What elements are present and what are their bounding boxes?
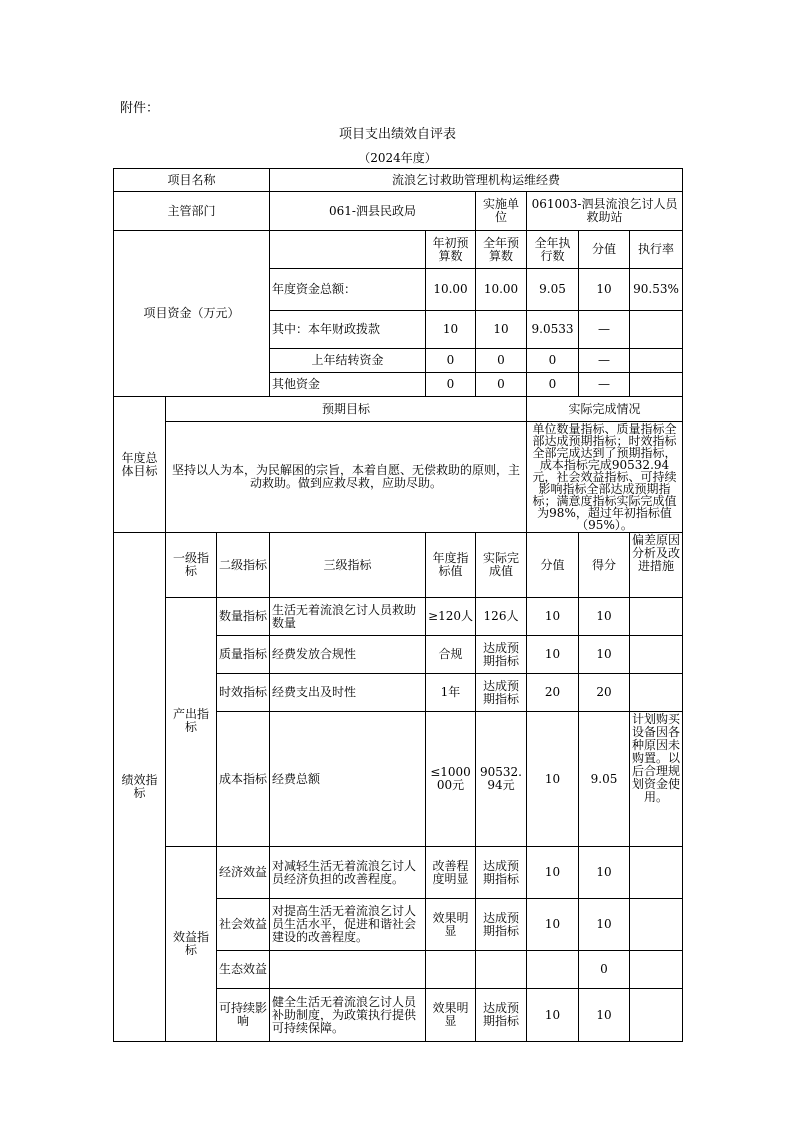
indicator-score: 10 xyxy=(579,847,630,899)
indicator-l3: 对提高生活无着流浪乞讨人员生活水平，促进和谐社会建设的改善程度。 xyxy=(270,899,426,951)
expected-goal-label: 预期目标 xyxy=(166,397,527,422)
indicator-note xyxy=(630,951,683,989)
indicator-note xyxy=(630,598,683,636)
indicator-l2: 生态效益 xyxy=(217,951,270,989)
funds-cell: 0 xyxy=(527,349,579,373)
indicator-l3: 健全生活无着流浪乞讨人员补助制度，为政策执行提供可持续保障。 xyxy=(270,989,426,1042)
funds-header-cell: 执行率 xyxy=(630,231,683,269)
funds-cell: 0 xyxy=(476,349,527,373)
funds-cell: — xyxy=(579,373,630,397)
indicator-score-max xyxy=(527,951,579,989)
indicator-target: 效果明显 xyxy=(426,899,476,951)
indicator-score: 0 xyxy=(579,951,630,989)
attachment-label: 附件： xyxy=(120,101,160,116)
page-title: 项目支出绩效自评表 xyxy=(338,127,456,142)
indicator-target xyxy=(426,951,476,989)
indicators-header-row xyxy=(114,533,683,598)
indicator-header-cell: 二级指标 xyxy=(217,533,270,598)
indicator-group-output: 产出指标 xyxy=(166,598,217,847)
indicator-l3: 经费支出及时性 xyxy=(270,674,426,712)
indicator-score-max: 10 xyxy=(527,636,579,674)
indicator-l2: 时效指标 xyxy=(217,674,270,712)
funds-cell: 90.53% xyxy=(630,269,683,311)
funds-row-name: 上年结转资金 xyxy=(270,349,426,373)
indicator-l2: 经济效益 xyxy=(217,847,270,899)
indicator-note xyxy=(630,899,683,951)
indicator-note xyxy=(630,847,683,899)
indicator-group-benefit: 效益指标 xyxy=(166,847,217,1042)
indicator-score-max: 10 xyxy=(527,899,579,951)
funds-cell: 0 xyxy=(527,373,579,397)
funds-cell: 9.0533 xyxy=(527,311,579,349)
actual-result-label: 实际完成情况 xyxy=(527,397,683,422)
indicator-row xyxy=(114,847,683,899)
indicator-actual: 126人 xyxy=(476,598,527,636)
indicator-header-cell: 偏差原因分析及改进措施 xyxy=(630,533,683,598)
indicator-actual: 达成预期指标 xyxy=(476,674,527,712)
goals-content-row xyxy=(114,422,683,533)
indicator-score: 10 xyxy=(579,899,630,951)
indicator-actual xyxy=(476,951,527,989)
indicator-row xyxy=(114,598,683,636)
indicator-header-cell: 三级指标 xyxy=(270,533,426,598)
indicator-l3: 经费总额 xyxy=(270,712,426,847)
indicator-header-cell: 分值 xyxy=(527,533,579,598)
indicator-target: 合规 xyxy=(426,636,476,674)
indicator-score: 20 xyxy=(579,674,630,712)
indicator-header-cell: 一级指标 xyxy=(166,533,217,598)
funds-cell: 10 xyxy=(579,269,630,311)
funds-cell xyxy=(630,373,683,397)
funds-cell: 10 xyxy=(476,311,527,349)
funds-cell: 10 xyxy=(426,311,476,349)
indicator-l2: 社会效益 xyxy=(217,899,270,951)
indicator-target: ≥120人 xyxy=(426,598,476,636)
indicator-l2: 可持续影响 xyxy=(217,989,270,1042)
funds-cell xyxy=(630,349,683,373)
indicator-l3: 对减轻生活无着流浪乞讨人员经济负担的改善程度。 xyxy=(270,847,426,899)
indicator-l3: 生活无着流浪乞讨人员救助数量 xyxy=(270,598,426,636)
indicator-actual: 达成预期指标 xyxy=(476,847,527,899)
indicator-actual: 达成预期指标 xyxy=(476,989,527,1042)
indicator-l2: 成本指标 xyxy=(217,712,270,847)
indicator-score-max: 10 xyxy=(527,989,579,1042)
indicator-header-cell: 实际完成值 xyxy=(476,533,527,598)
indicator-actual: 90532.94元 xyxy=(476,712,527,847)
funds-row-name: 其他资金 xyxy=(270,373,426,397)
funds-header-row xyxy=(114,231,683,269)
department-row xyxy=(114,192,683,231)
actual-result-text: 单位数量指标、质量指标全部达成预期指标；时效指标全部完成达到了预期指标，成本指标完成90532.94元，社会效益指标、可持续影响指标全部达成预期指标；满意度指标实际完成值为98%，超过年初指标值（95%）。 xyxy=(527,422,683,533)
self-evaluation-table xyxy=(113,168,683,1042)
indicator-score: 10 xyxy=(579,598,630,636)
indicator-l3 xyxy=(270,951,426,989)
funds-header-cell: 年初预算数 xyxy=(426,231,476,269)
indicator-score-max: 10 xyxy=(527,712,579,847)
indicator-note xyxy=(630,636,683,674)
indicator-score: 10 xyxy=(579,636,630,674)
indicators-label: 绩效指标 xyxy=(114,533,166,1042)
goals-header-row xyxy=(114,397,683,422)
indicator-score-max: 10 xyxy=(527,598,579,636)
funds-cell: 0 xyxy=(426,349,476,373)
funds-cell xyxy=(630,311,683,349)
indicator-actual: 达成预期指标 xyxy=(476,899,527,951)
indicator-header-cell: 得分 xyxy=(579,533,630,598)
indicator-score-max: 20 xyxy=(527,674,579,712)
funds-blank-header xyxy=(270,231,426,269)
funds-cell: 0 xyxy=(426,373,476,397)
funds-row-name: 其中：本年财政拨款 xyxy=(270,311,426,349)
dept-value: 061-泗县民政局 xyxy=(270,192,476,231)
indicator-target: ≤100000元 xyxy=(426,712,476,847)
year-subtitle: （2024年度） xyxy=(358,151,437,165)
funds-header-cell: 全年执行数 xyxy=(527,231,579,269)
impl-unit-label: 实施单位 xyxy=(476,192,527,231)
impl-unit-value: 061003-泗县流浪乞讨人员救助站 xyxy=(527,192,683,231)
funds-row-name: 年度资金总额： xyxy=(270,269,426,311)
indicator-note: 计划购买设备因各种原因未购置。以后合理规划资金使用。 xyxy=(630,712,683,847)
project-name-row xyxy=(114,169,683,192)
funds-cell: 10.00 xyxy=(476,269,527,311)
indicator-header-cell: 年度指标值 xyxy=(426,533,476,598)
funds-cell: — xyxy=(579,311,630,349)
indicator-actual: 达成预期指标 xyxy=(476,636,527,674)
funds-label: 项目资金（万元） xyxy=(114,231,270,397)
dept-label: 主管部门 xyxy=(114,192,270,231)
indicator-l2: 质量指标 xyxy=(217,636,270,674)
funds-cell: — xyxy=(579,349,630,373)
funds-cell: 10.00 xyxy=(426,269,476,311)
indicator-note xyxy=(630,989,683,1042)
funds-cell: 0 xyxy=(476,373,527,397)
indicator-score: 10 xyxy=(579,989,630,1042)
goals-label: 年度总体目标 xyxy=(114,397,166,533)
project-name-label: 项目名称 xyxy=(114,169,270,192)
indicator-score: 9.05 xyxy=(579,712,630,847)
funds-header-cell: 分值 xyxy=(579,231,630,269)
indicator-target: 1年 xyxy=(426,674,476,712)
indicator-l3: 经费发放合规性 xyxy=(270,636,426,674)
project-name-value: 流浪乞讨救助管理机构运维经费 xyxy=(270,169,683,192)
expected-goal-text: 坚持以人为本，为民解困的宗旨，本着自愿、无偿救助的原则，主动救助。做到应救尽救，应助尽助。 xyxy=(166,422,527,533)
funds-header-cell: 全年预算数 xyxy=(476,231,527,269)
indicator-target: 效果明显 xyxy=(426,989,476,1042)
indicator-target: 改善程度明显 xyxy=(426,847,476,899)
funds-cell: 9.05 xyxy=(527,269,579,311)
indicator-note xyxy=(630,674,683,712)
indicator-l2: 数量指标 xyxy=(217,598,270,636)
indicator-score-max: 10 xyxy=(527,847,579,899)
